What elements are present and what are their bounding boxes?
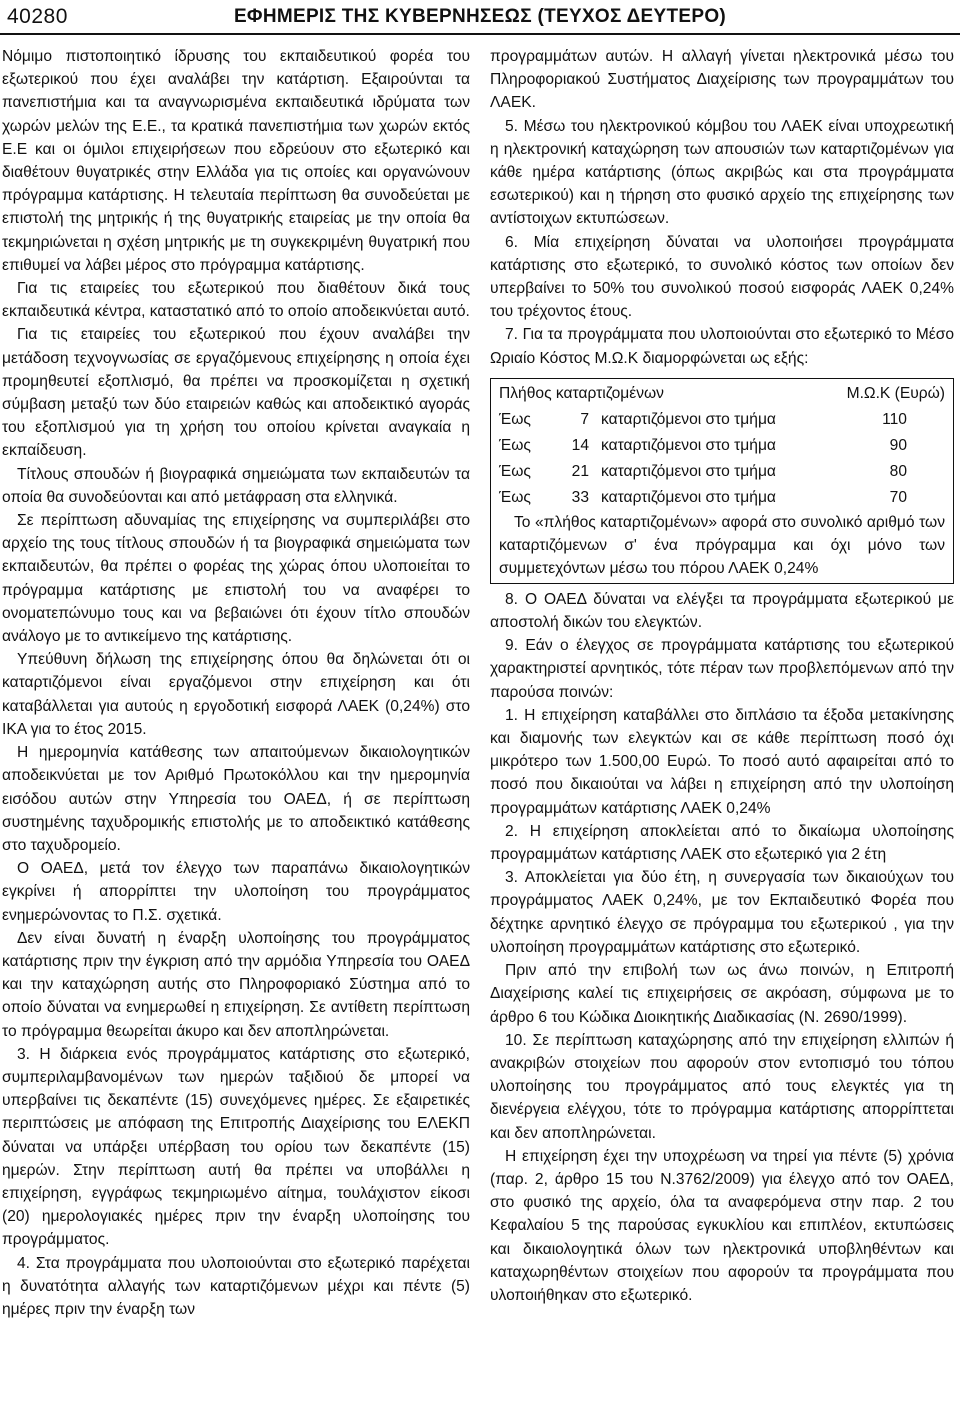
paragraph: 3. Η διάρκεια ενός προγράμματος κατάρτισης στο εξωτερικό, συμπεριλαμβανομένων των ημερών ταξιδιού δε μπορεί να υπερβαίνει τις δεκαπέντε (15) συνεχόμενες ημέρες. Σε εξαιρετικές περιπτώσεις με απόφαση της Επιτροπής Διαχείρισης του ΕΛΕΚΠ δύναται να υπάρξει υπέρβαση του ορίου των δεκαπέντε (15) ημερών. Στην περίπτωση αυτή θα πρέπει να υποβάλλει η επιχείρηση, εγγράφως τεκμηριωμένο αίτημα, τουλάχιστον είκοσι (20) ημερολογιακές ημέρες πριν την έναρξη υλοποίησης του προγράμματος. xyxy=(2,1045,470,1249)
paragraph: Για τις εταιρείες του εξωτερικού που έχουν αναλάβει την μετάδοση τεχνογνωσίας σε εργαζόμενους επιχείρησης η οποία έχει προμηθευτεί εξοπλισμό, θα πρέπει να προσκομίζεται η σχετική σύμβαση μεταξύ των δύο εταιρειών καθώς και αποδεικτικό αγοράς του εξοπλισμού για τη χρήση του οποίου κρίνεται αναγκαία η εκπαίδευση. xyxy=(2,326,470,460)
paragraph: Για τις εταιρείες του εξωτερικού που διαθέτουν δικά τους εκπαιδευτικά κέντρα, καταστατικό από το οποίο αποδεικνύεται αυτό. xyxy=(2,280,470,321)
paragraph: 6. Μία επιχείρηση δύναται να υλοποιήσει προγράμματα κατάρτισης στο εξωτερικό, το συνολικό κόστος των οποίων δεν υπερβαίνει το 50% του συνολικού ποσού εισφοράς ΛΑΕΚ 0,24% του τρέχοντος έτους. xyxy=(490,233,954,321)
row-label: καταρτιζόμενοι στο τμήμα xyxy=(601,410,776,428)
table-header-cost: Μ.Ω.Κ (Ευρώ) xyxy=(846,384,945,402)
cost-table xyxy=(490,378,954,584)
paragraph: 10. Σε περίπτωση καταχώρησης από την επιχείρηση ελλιπών ή ανακριβών στοιχείων που αφορούν στον εντοπισμό του τόπου υλοποίησης του προγράμματος από τους ελεγκτές για τη διενέργεια ελέγχου, τότε το πρόγραμμα κατάρτισης απορρίπτεται και δεν αποπληρώνεται. xyxy=(490,1031,954,1142)
paragraph: 8. Ο ΟΑΕΔ δύναται να ελέγξει τα προγράμματα εξωτερικού με αποστολή δικών του ελεγκτών. xyxy=(490,590,954,632)
paragraph: Τίτλους σπουδών ή βιογραφικά σημειώματα των εκπαιδευτών τα οποία θα συνοδεύονται και από μετάφραση στα ελληνικά. xyxy=(2,465,470,506)
row-count: 14 xyxy=(571,436,589,454)
journal-title: ΕΦΗΜΕΡΙΣ ΤΗΣ ΚΥΒΕΡΝΗΣΕΩΣ (ΤΕΥΧΟΣ ΔΕΥΤΕΡΟ) xyxy=(233,6,727,27)
header-rule xyxy=(0,33,960,35)
paragraph: 9. Εάν ο έλεγχος σε προγράμματα κατάρτισης του εξωτερικού χαρακτηριστεί αρνητικός, τότε πέραν των προβλεπόμενων από την παρούσα ποινών: xyxy=(490,637,954,701)
row-label: καταρτιζόμενοι στο τμήμα xyxy=(601,488,776,506)
row-cost: 70 xyxy=(889,488,907,506)
paragraph: Σε περίπτωση αδυναμίας της επιχείρησης να συμπεριλάβει στο αρχείο της τους τίτλους σπουδών ή τα βιογραφικά σημειώματα των εκπαιδευτών, θα πρέπει ο φορέας της χώρας όπου υλοποιείται το πρόγραμμα κατάρτισης με επιστολή του να αναφέρει το ονοματεπώνυμο τους και να βεβαιώνει ότι έχουν τίτλο σπουδών ανάλογο με το αντικείμενο της κατάρτισης. xyxy=(2,512,470,646)
page-number: 40280 xyxy=(7,5,68,28)
row-label: καταρτιζόμενοι στο τμήμα xyxy=(601,436,776,454)
row-cost: 80 xyxy=(889,462,907,480)
table-note: Το «πλήθος καταρτιζομένων» αφορά στο συνολικό αριθμό των καταρτιζόμενων σ' ένα πρόγραμμα και όχι μόνο των συμμετεχόντων μέσω του πόρου ΛΑΕΚ 0,24% xyxy=(499,513,945,577)
paragraph: Ο ΟΑΕΔ, μετά τον έλεγχο των παραπάνω δικαιολογητικών εγκρίνει ή απορρίπτει την υλοποίηση του προγράμματος ενημερώνοντας το Π.Σ. σχετικά. xyxy=(2,860,470,924)
table-row xyxy=(499,433,945,459)
paragraph: Νόμιμο πιστοποιητικό ίδρυσης του εκπαιδευτικού φορέα του εξωτερικού που έχει αναλάβει την κατάρτιση. Εξαιρούνται τα πανεπιστήμια και τα αναγνωρισμένα εκπαιδευτικά ιδρύματα των χωρών μελών της Ε.Ε., τα κρατικά πανεπιστήμια των χωρών εκτός Ε.Ε και οι όμιλοι επιχειρήσεων που εδρεύουν στο εξωτερικό και διαθέτουν θυγατρικές στην Ελλάδα για τις οποίες και οργανώνουν πρόγραμμα κατάρτισης. Η τελευταία περίπτωση θα συνοδεύεται με επιστολή της μητρικής ή της θυγατρικής εταιρείας με την οποία θα τεκμηριώνεται η σχέση μητρικής με τη συγκεκριμένη θυγατρική που επιθυμεί να λάβει μέρος στο πρόγραμμα κατάρτισης. xyxy=(2,48,470,274)
right-column xyxy=(490,45,954,1307)
row-count: 7 xyxy=(580,410,589,428)
row-count: 21 xyxy=(571,462,589,480)
row-cost: 90 xyxy=(889,436,907,454)
row-cost: 110 xyxy=(882,410,907,428)
paragraph: Πριν από την επιβολή των ως άνω ποινών, η Επιτροπή Διαχείρισης καλεί τις επιχειρήσεις σε ακρόαση, σύμφωνα με το άρθρο 6 του Κώδικα Διοικητικής Διαδικασίας (Ν. 2690/1999). xyxy=(490,962,954,1026)
row-prefix: Έως xyxy=(499,410,531,428)
row-prefix: Έως xyxy=(499,488,531,506)
table-row xyxy=(499,459,945,485)
paragraph: 1. Η επιχείρηση καταβάλλει στο διπλάσιο τα έξοδα μετακίνησης και διαμονής των ελεγκτών και σε κάθε περίπτωση ποσό όχι μικρότερο των 1.500,00 Ευρώ. Το ποσό αυτό αφαιρείται από το ποσό που δικαιούται να λάβει η επιχείρηση από την υλοποίηση προγραμμάτων κατάρτισης ΛΑΕΚ 0,24% xyxy=(490,706,954,817)
page-header xyxy=(7,2,953,32)
paragraph: 3. Αποκλείεται για δύο έτη, η συνεργασία των δικαιούχων του προγράμματος ΛΑΕΚ 0,24%, με τον Εκπαιδευτικό Φορέα που δέχτηκε αρνητικό έλεγχο σε πρόγραμμα του εξωτερικού , για την υλοποίηση προγραμμάτων κατάρτισης στο εξωτερικό. xyxy=(490,869,954,956)
row-prefix: Έως xyxy=(499,436,531,454)
paragraph: Δεν είναι δυνατή η έναρξη υλοποίησης του προγράμματος κατάρτισης πριν την έγκριση από την αρμόδια Υπηρεσία του ΟΑΕΔ και την καταχώρηση αυτής στο Πληροφοριακό Σύστημα από το οποίο δύναται να ενημερωθεί η επιχείρηση. Σε αντίθετη περίπτωση το πρόγραμμα θεωρείται άκυρο και δεν αποπληρώνεται. xyxy=(2,929,470,1040)
left-column xyxy=(2,45,470,1321)
paragraph: προγραμμάτων αυτών. Η αλλαγή γίνεται ηλεκτρονικά μέσω του Πληροφοριακού Συστήματος Διαχείρισης των προγραμμάτων του ΛΑΕΚ. xyxy=(490,48,954,112)
paragraph: 2. Η επιχείρηση αποκλείεται από το δικαίωμα υλοποίησης προγραμμάτων κατάρτισης ΛΑΕΚ στο εξωτερικό για 2 έτη xyxy=(490,822,954,864)
paragraph: Υπεύθυνη δήλωση της επιχείρησης όπου θα δηλώνεται ότι οι καταρτιζόμενοι είναι εργαζόμενοι στην επιχείρηση και ότι καταβάλλεται για αυτούς η εργοδοτική εισφορά ΛΑΕΚ (0,24%) στο ΙΚΑ για το έτος 2015. xyxy=(2,651,470,738)
paragraph: Η ημερομηνία κατάθεσης των απαιτούμενων δικαιολογητικών αποδεικνύεται με τον Αριθμό Πρωτοκόλλου και την ημερομηνία εισόδου αυτών στην Υπηρεσία του ΟΑΕΔ, ή σε περίπτωση συστημένης ταχυδρομικής επιστολής με το αποδεικτικό κατάθεσης στο ταχυδρομείο. xyxy=(2,744,470,854)
row-prefix: Έως xyxy=(499,462,531,480)
table-row xyxy=(499,407,945,433)
table-header-count: Πλήθος καταρτιζομένων xyxy=(499,384,664,402)
table-row xyxy=(499,485,945,511)
paragraph: 4. Στα προγράμματα που υλοποιούνται στο εξωτερικό παρέχεται η δυνατότητα αλλαγής των καταρτιζόμενων μέχρι και πέντε (5) ημέρες πριν την έναρξη των xyxy=(2,1254,470,1318)
paragraph: Η επιχείρηση έχει την υποχρέωση να τηρεί για πέντε (5) χρόνια (παρ. 2, άρθρο 15 του Ν.3762/2009) για έλεγχο από τον ΟΑΕΔ, στο φυσικό της αρχείο, όλα τα αναφερόμενα στην παρ. 2 του Κεφαλαίου 5 της παρούσας εγκυκλίου και επιπλέον, εκτυπώσεις και δικαιολογητικά όλων των ηλεκτρονικά υποβληθέντων και καταχωρηθέντων στοιχείων που αφορούν τα προγράμματα που υλοποιήθηκαν στο εξωτερικό. xyxy=(490,1147,954,1304)
table-header xyxy=(499,381,945,407)
row-count: 33 xyxy=(571,488,589,506)
paragraph: 7. Για τα προγράμματα που υλοποιούνται στο εξωτερικό το Μέσο Ωριαίο Κόστος Μ.Ω.Κ διαμορφώνεται ως εξής: xyxy=(490,326,954,367)
row-label: καταρτιζόμενοι στο τμήμα xyxy=(601,462,776,480)
paragraph: 5. Μέσω του ηλεκτρονικού κόμβου του ΛΑΕΚ είναι υποχρεωτική η ηλεκτρονική καταχώρηση των απουσιών των καταρτιζομένων για κάθε ημέρα κατάρτισης (όπως ακριβώς και στα προγράμματα εσωτερικού) και η τήρηση στο φυσικό αρχείο της επιχείρησης των αντίστοιχων εκτυπώσεων. xyxy=(490,117,954,228)
